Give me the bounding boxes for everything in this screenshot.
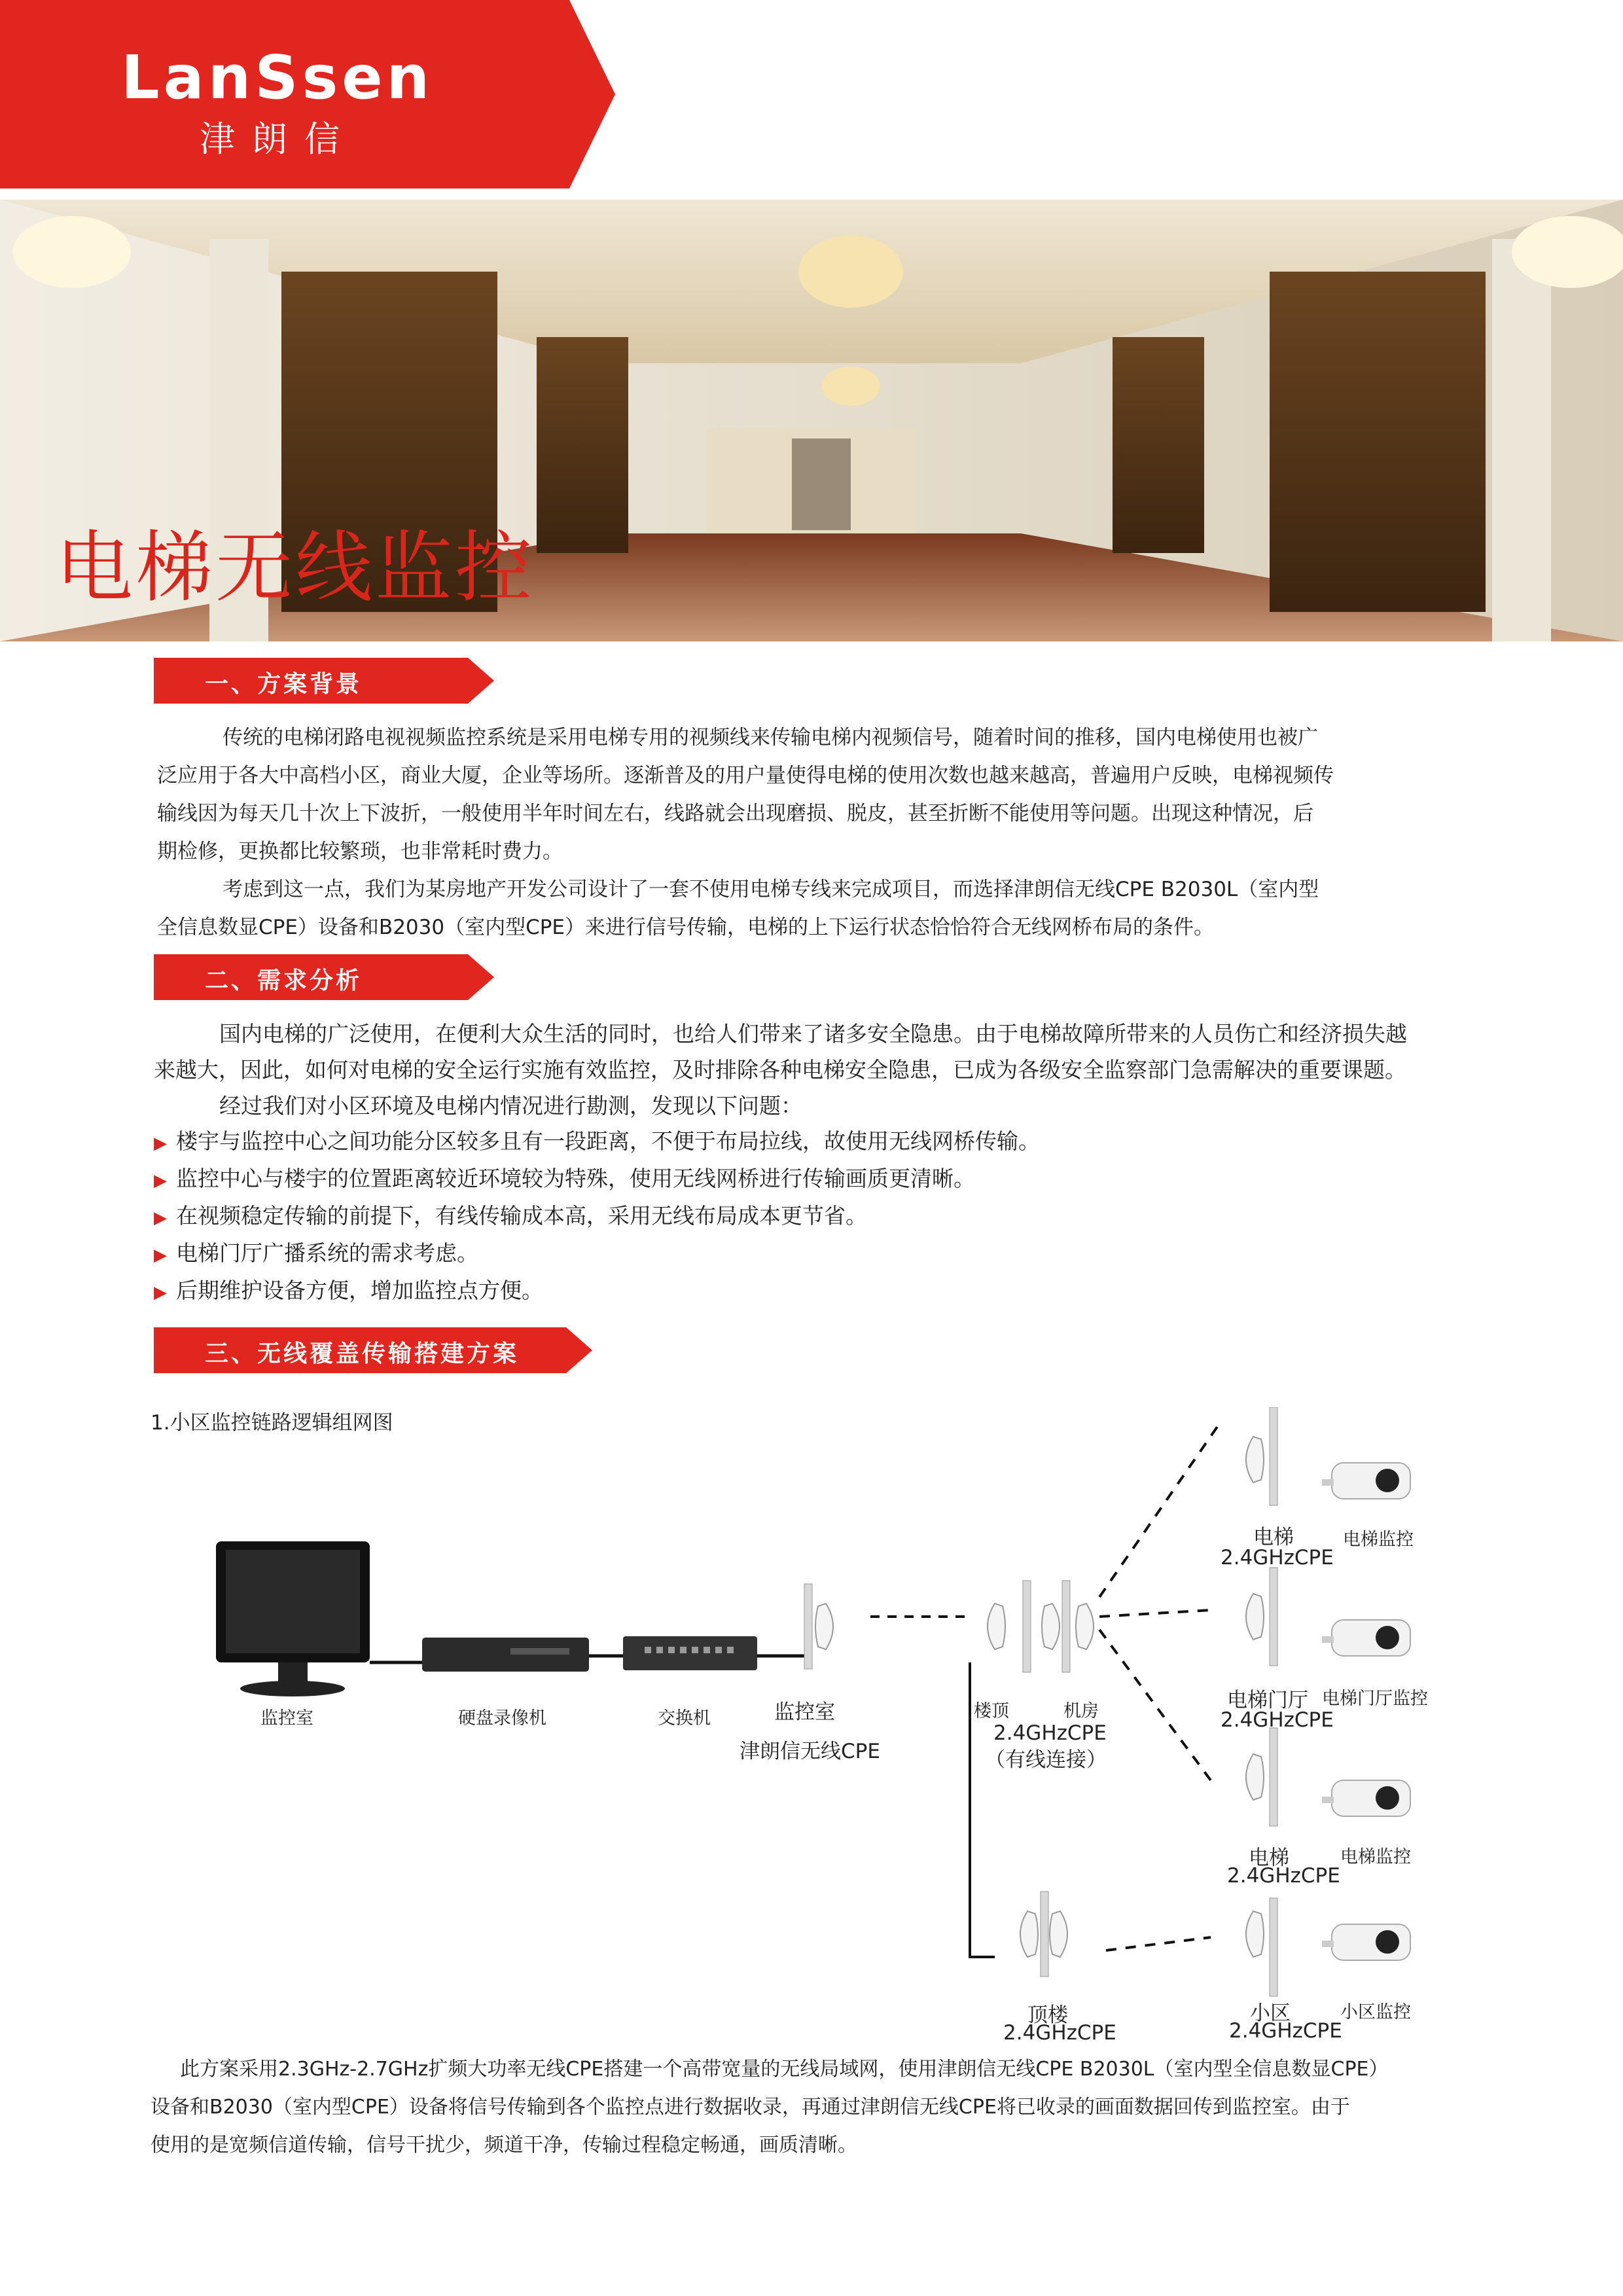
paragraph-line: 考虑到这一点，我们为某房地产开发公司设计了一套不使用电梯专线来完成项目，而选择津朗信无线CPE B2030L（室内型	[223, 878, 1319, 901]
triangle-bullet-icon: ▶	[154, 1208, 167, 1228]
endpoint-name: 小区	[1250, 2001, 1291, 2025]
label-hub-wired: （有线连接）	[985, 1748, 1107, 1772]
label-monitor-room: 监控室	[260, 1708, 313, 1729]
label-top-floor: 顶楼	[1027, 2003, 1068, 2027]
endpoint-freq: 2.4GHzCPE	[1227, 1864, 1340, 1888]
paragraph-line: 来越大，因此，如何对电梯的安全运行实施有效监控，及时排除各种电梯安全隐患，已成为各级安全监察部门急需解决的重要课题。	[154, 1057, 1406, 1083]
list-item-text: 监控中心与楼宇的位置距离较近环境较为特殊，使用无线网桥进行传输画质更清晰。	[176, 1166, 975, 1191]
diagram-subheading: 1.小区监控链路逻辑组网图	[151, 1411, 393, 1435]
paragraph-line: 泛应用于各大中高档小区，商业大厦，企业等场所。逐渐普及的用户量使得电梯的使用次数也越来越高，普遍用户反映，电梯视频传	[157, 764, 1334, 787]
endpoint-name: 电梯	[1253, 1526, 1294, 1549]
endpoint-camera-label: 电梯监控	[1340, 1847, 1411, 1867]
section-heading-background	[154, 954, 494, 1000]
paragraph-line: 传统的电梯闭路电视视频监控系统是采用电梯专用的视频线来传输电梯内视频信号，随着时间的推移，国内电梯使用也被广	[223, 726, 1318, 749]
cpe-top-floor-icon	[1020, 1892, 1067, 1977]
dvr-icon	[422, 1638, 589, 1672]
brand-logo: LanSsen	[121, 43, 434, 113]
section-heading-background	[154, 1327, 592, 1373]
paragraph-line: 输线因为每天几十次上下波折，一般使用半年时间左右，线路就会出现磨损、脱皮，甚至折断不能使用等问题。出现这种情况，后	[157, 802, 1313, 825]
section-heading: 三、无线覆盖传输搭建方案	[205, 1340, 520, 1367]
paragraph-line: 使用的是宽频信道传输，信号干扰少，频道干净，传输过程稳定畅通，画质清晰。	[151, 2134, 857, 2157]
paragraph-line: 经过我们对小区环境及电梯内情况进行勘测，发现以下问题：	[219, 1093, 802, 1119]
section-heading: 一、方案背景	[205, 671, 363, 698]
paragraph-line: 此方案采用2.3GHz-2.7GHz扩频大功率无线CPE搭建一个高带宽量的无线局域网，使用津朗信无线CPE B2030L（室内型全信息数显CPE）	[180, 2058, 1389, 2081]
cpe-monitor-room-icon	[804, 1584, 833, 1669]
monitor-icon	[216, 1541, 370, 1696]
section-heading: 二、需求分析	[205, 967, 363, 994]
cpe-hub-icon	[988, 1581, 1094, 1672]
endpoint-camera-label: 电梯门厅监控	[1322, 1689, 1428, 1709]
list-item	[154, 1236, 1594, 1273]
triangle-bullet-icon: ▶	[154, 1171, 167, 1191]
paragraph-line: 期检修，更换都比较繁琐，也非常耗时费力。	[157, 840, 563, 863]
label-cpe-brand: 津朗信无线CPE	[740, 1740, 880, 1763]
section-solution-text	[151, 2051, 1603, 2164]
list-item	[154, 1198, 1594, 1236]
section-heading-background	[154, 658, 494, 704]
endpoint-camera-label: 小区监控	[1340, 2002, 1411, 2022]
list-item	[154, 1273, 1594, 1310]
label-roof: 楼顶	[974, 1701, 1009, 1721]
list-item-text: 在视频稳定传输的前提下，有线传输成本高，采用无线布局成本更节省。	[176, 1203, 867, 1229]
endpoint-name: 电梯门厅	[1227, 1689, 1308, 1712]
endpoint-name: 电梯	[1249, 1846, 1289, 1870]
list-item	[154, 1161, 1594, 1198]
network-topology-diagram	[0, 1407, 1623, 2049]
brand-logo-cn: 津朗信	[200, 118, 357, 160]
label-top-freq: 2.4GHzCPE	[1003, 2021, 1116, 2045]
triangle-bullet-icon: ▶	[154, 1246, 167, 1265]
section-background-text	[157, 719, 1466, 946]
endpoint-freq: 2.4GHzCPE	[1229, 2019, 1342, 2043]
endpoint-freq: 2.4GHzCPE	[1221, 1546, 1334, 1570]
requirements-list	[154, 1124, 1594, 1310]
label-dvr: 硬盘录像机	[458, 1708, 546, 1729]
label-machine-room: 机房	[1063, 1701, 1099, 1721]
list-item-text: 电梯门厅广播系统的需求考虑。	[176, 1240, 478, 1266]
paragraph-line: 全信息数显CPE）设备和B2030（室内型CPE）来进行信号传输，电梯的上下运行状态恰恰符合无线网桥布局的条件。	[157, 916, 1215, 939]
label-cpe-room: 监控室	[774, 1700, 835, 1724]
paragraph-line: 国内电梯的广泛使用，在便利大众生活的同时，也给人们带来了诸多安全隐患。由于电梯故障所带来的人员伤亡和经济损失越	[219, 1021, 1407, 1047]
list-item	[154, 1124, 1594, 1161]
switch-icon	[623, 1636, 757, 1670]
triangle-bullet-icon: ▶	[154, 1283, 167, 1302]
section-requirements-text	[154, 1016, 1594, 1124]
triangle-bullet-icon: ▶	[154, 1134, 167, 1153]
label-switch: 交换机	[658, 1708, 711, 1729]
endpoint-camera-label: 电梯监控	[1343, 1530, 1414, 1550]
hero-title: 电梯无线监控	[56, 522, 535, 613]
endpoint-freq: 2.4GHzCPE	[1221, 1708, 1334, 1732]
list-item-text: 楼宇与监控中心之间功能分区较多且有一段距离，不便于布局拉线，故使用无线网桥传输。	[176, 1128, 1040, 1154]
paragraph-line: 设备和B2030（室内型CPE）设备将信号传输到各个监控点进行数据收录，再通过津朗信无线CPE将已收录的画面数据回传到监控室。由于	[151, 2096, 1350, 2119]
list-item-text: 后期维护设备方便，增加监控点方便。	[176, 1278, 543, 1303]
label-hub-freq: 2.4GHzCPE	[993, 1721, 1107, 1745]
